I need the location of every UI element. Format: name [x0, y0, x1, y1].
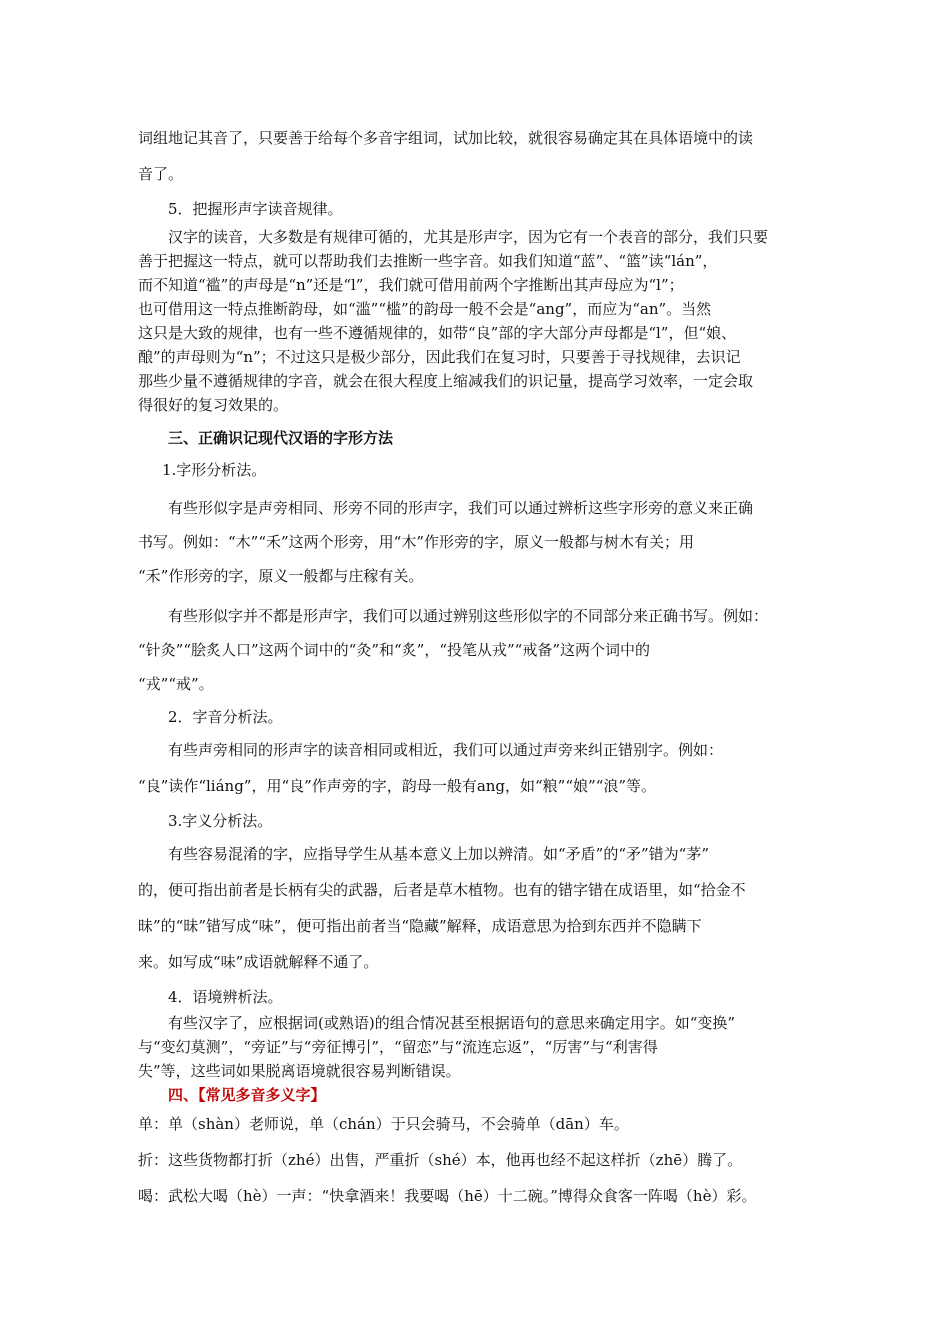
method1-para1-line-2: 书写。例如：“木”“禾”这两个形旁，用“木”作形旁的字，原义一般都与树木有关；用 — [138, 533, 695, 551]
item5-line-4: 也可借用这一特点推断韵母，如“滥”“槛”的韵母一般不会是“ang”，而应为“an”。当然 — [138, 300, 712, 318]
method4-title: 4．语境辨析法。 — [168, 988, 283, 1006]
method3-line-1: 有些容易混淆的字，应指导学生从基本意义上加以辨清。如“矛盾”的“矛”错为“茅” — [168, 845, 710, 863]
method1-para1-line-1: 有些形似字是声旁相同、形旁不同的形声字，我们可以通过辨析这些字形旁的意义来正确 — [168, 499, 754, 517]
method1-title: 1.字形分析法。 — [162, 461, 267, 479]
polyphone-line-1: 单：单（shàn）老师说，单（chán）于只会骑马，不会骑单（dān）车。 — [138, 1115, 629, 1133]
intro-line-2: 音了。 — [138, 165, 184, 183]
item5-line-3: 而不知道“褴”的声母是“n”还是“l”，我们就可借用前两个字推断出其声母应为“l”； — [138, 276, 684, 294]
item5-line-5: 这只是大致的规律，也有一些不遵循规律的，如带“良”部的字大部分声母都是“l”，但“娘、 — [138, 324, 737, 342]
method3-line-4: 来。如写成“味”成语就解释不通了。 — [138, 953, 379, 971]
method2-line-1: 有些声旁相同的形声字的读音相同或相近，我们可以通过声旁来纠正错别字。例如： — [168, 741, 724, 759]
section3-heading: 三、正确识记现代汉语的字形方法 — [168, 429, 394, 447]
item5-line-7: 那些少量不遵循规律的字音，就会在很大程度上缩减我们的识记量，提高学习效率，一定会取 — [138, 372, 754, 390]
item5-line-8: 得很好的复习效果的。 — [138, 396, 289, 414]
item5-line-6: 酿”的声母则为“n”；不过这只是极少部分，因此我们在复习时，只要善于寻找规律，去识记 — [138, 348, 741, 366]
method4-line-3: 失”等，这些词如果脱离语境就很容易判断错误。 — [138, 1062, 461, 1080]
section4-heading: 四、【常见多音多义字】 — [168, 1086, 326, 1104]
method3-line-3: 昧”的“昧”错写成“味”，便可指出前者当“隐藏”解释，成语意思为拾到东西并不隐瞒下 — [138, 917, 702, 935]
method3-line-2: 的，便可指出前者是长柄有尖的武器，后者是草木植物。也有的错字错在成语里，如“拾金不 — [138, 881, 746, 899]
polyphone-line-3: 喝：武松大喝（hè）一声：“快拿酒来！我要喝（hē）十二碗。”博得众食客一阵喝（hè）彩。 — [138, 1187, 757, 1205]
method4-line-2: 与“变幻莫测”，“旁证”与“旁征博引”，“留恋”与“流连忘返”，“厉害”与“利害得 — [138, 1038, 658, 1056]
method1-para2-line-3: “戎”“戒”。 — [138, 675, 214, 693]
method1-para2-line-1: 有些形似字并不都是形声字，我们可以通过辨别这些形似字的不同部分来正确书写。例如： — [168, 607, 769, 625]
method4-line-1: 有些汉字了，应根据词(或熟语)的组合情况甚至根据语句的意思来确定用字。如“变换” — [168, 1014, 736, 1032]
item5-line-2: 善于把握这一特点，就可以帮助我们去推断一些字音。如我们知道“蓝”、“篮”读“lán”， — [138, 252, 718, 270]
method1-para1-line-3: “禾”作形旁的字，原义一般都与庄稼有关。 — [138, 567, 424, 585]
method1-para2-line-2: “针灸”“脍炙人口”这两个词中的“灸”和“炙”，“投笔从戎”“戒备”这两个词中的 — [138, 641, 651, 659]
item5-line-1: 汉字的读音，大多数是有规律可循的，尤其是形声字，因为它有一个表音的部分，我们只要 — [168, 228, 769, 246]
polyphone-line-2: 折：这些货物都打折（zhé）出售，严重折（shé）本，他再也经不起这样折（zhē）腾了。 — [138, 1151, 743, 1169]
intro-line-1: 词组地记其音了，只要善于给每个多音字组词，试加比较，就很容易确定其在具体语境中的读 — [138, 129, 754, 147]
method3-title: 3.字义分析法。 — [168, 812, 273, 830]
method2-title: 2．字音分析法。 — [168, 708, 283, 726]
item5-title: 5．把握形声字读音规律。 — [168, 200, 343, 218]
method2-line-2: “良”读作“liáng”，用“良”作声旁的字，韵母一般有ang，如“粮”“娘”“浪”等。 — [138, 777, 657, 795]
